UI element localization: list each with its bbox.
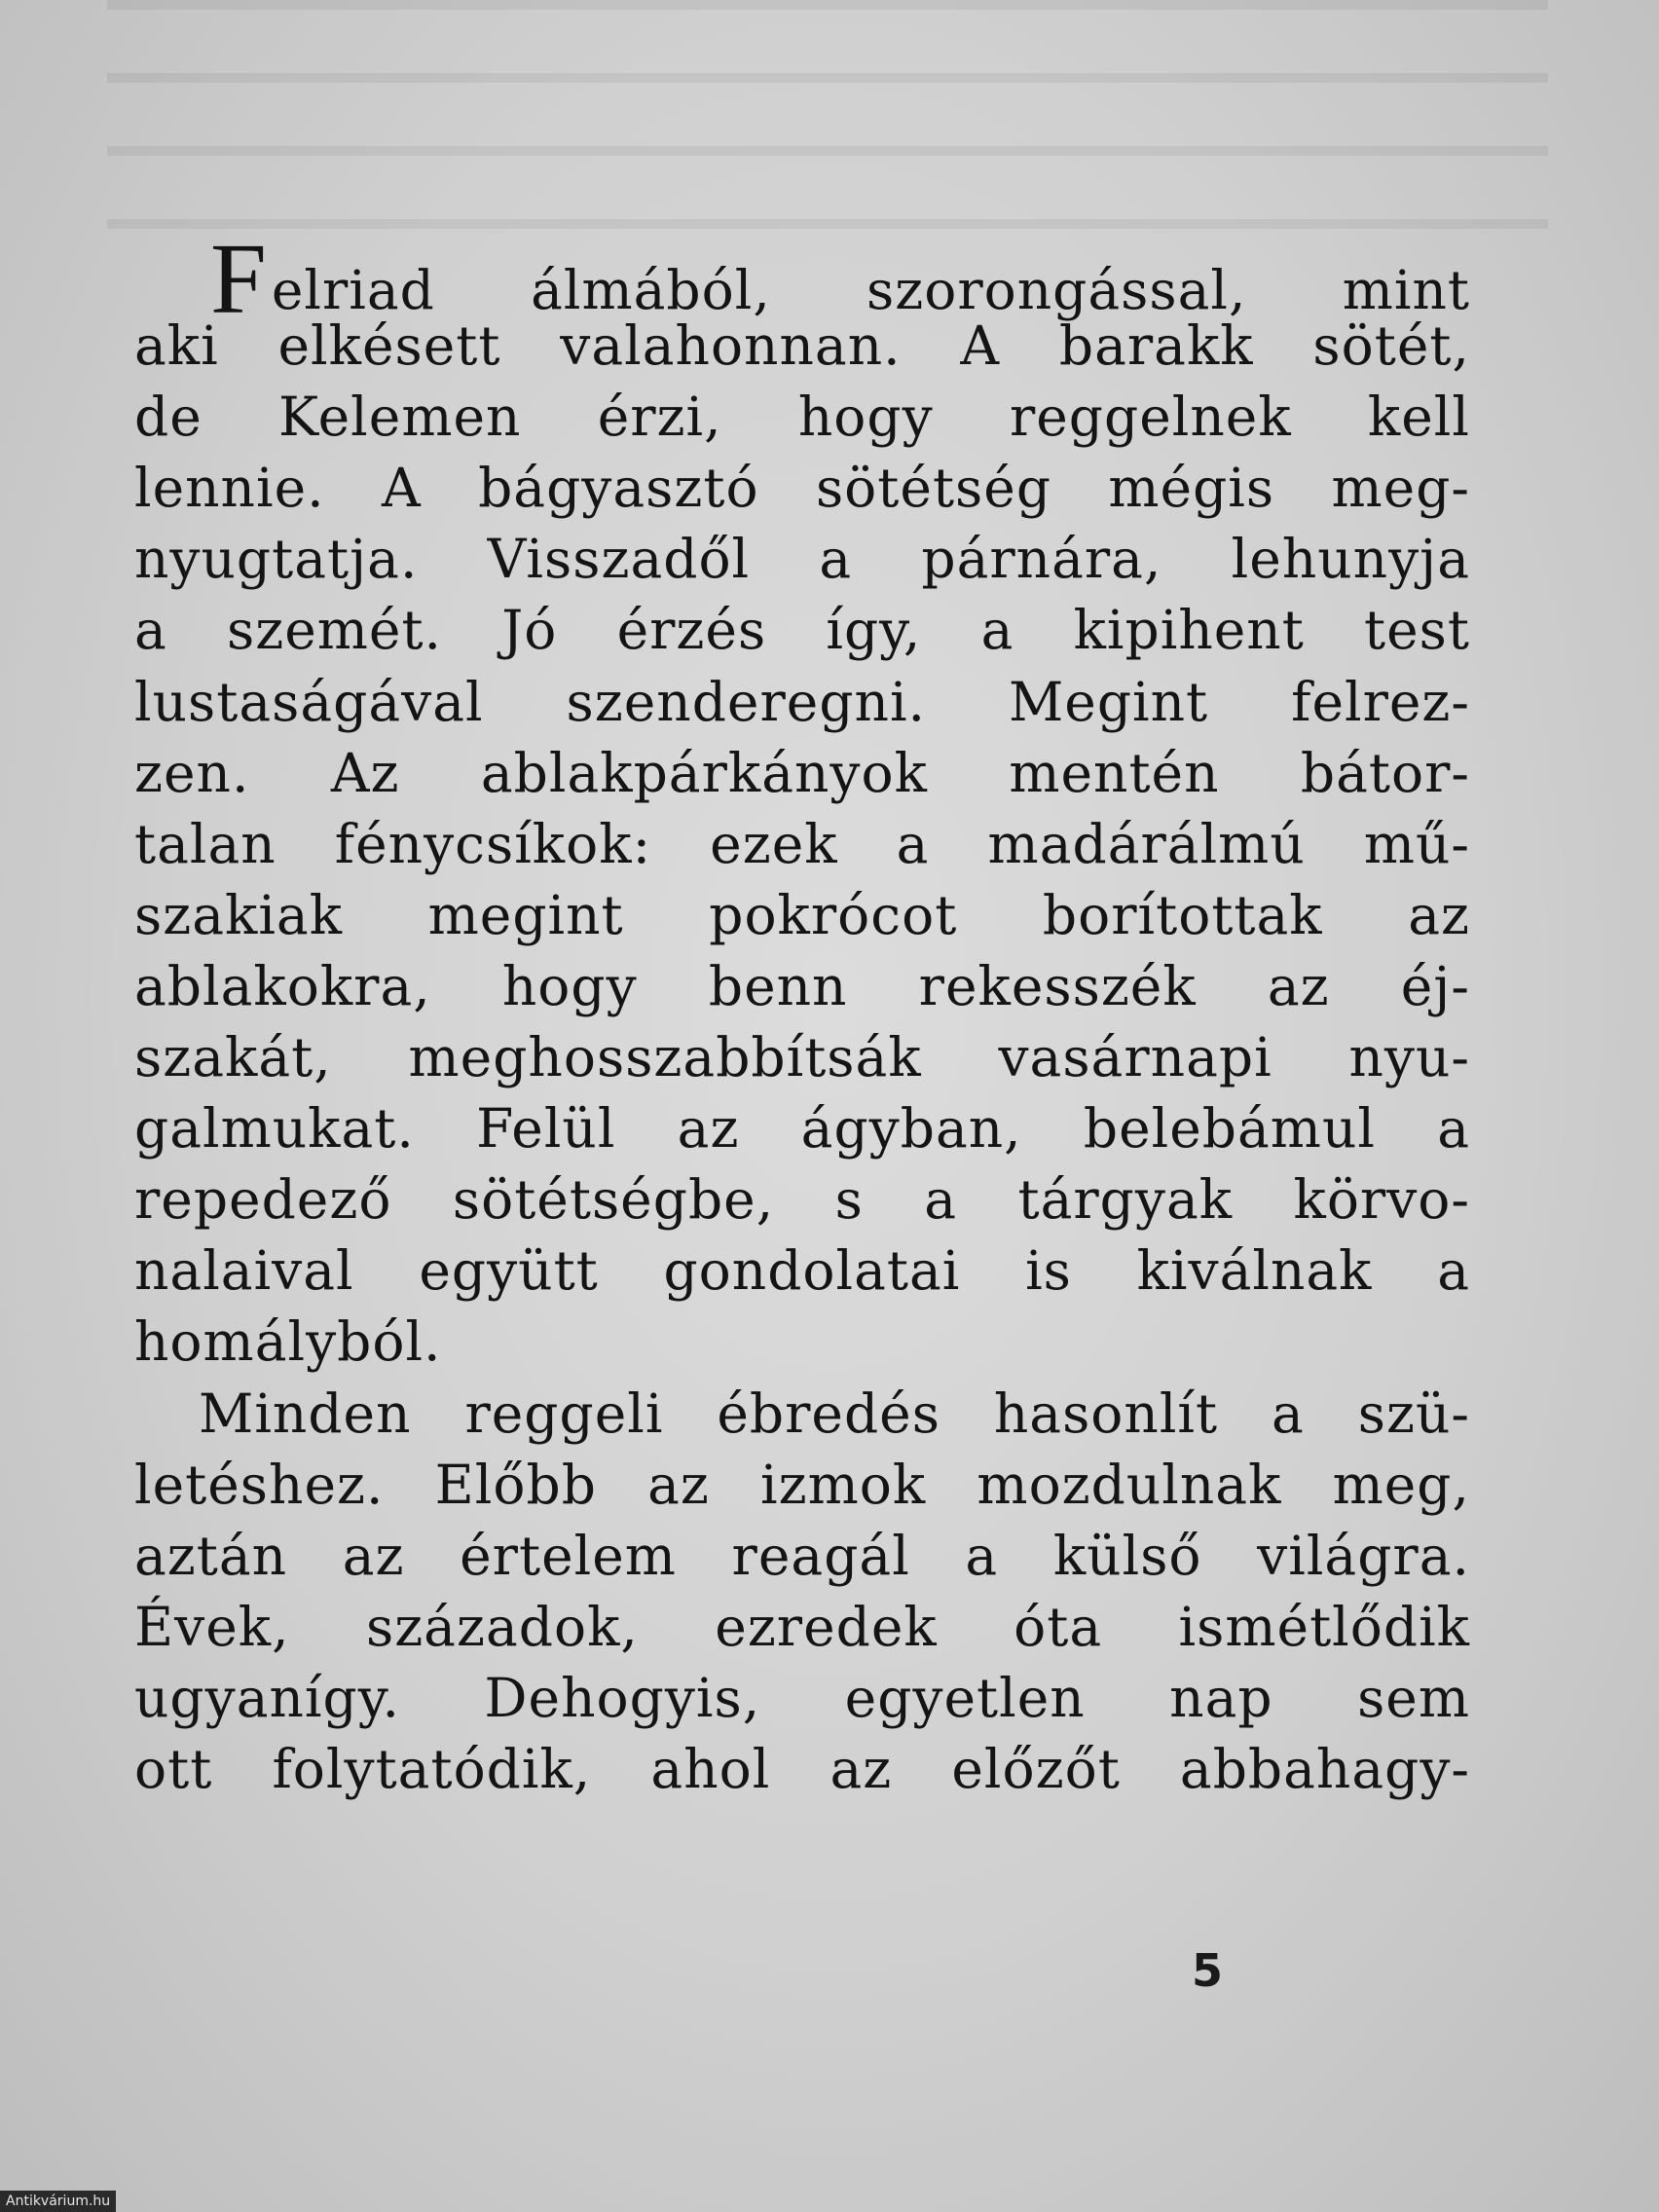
text-line: aztán az értelem reagál a külső világra. — [134, 1524, 1470, 1587]
text-line: lustaságával szenderegni. Megint felrez- — [134, 670, 1470, 733]
text-line: ablakokra, hogy benn rekesszék az éj- — [134, 954, 1470, 1017]
drop-cap: F — [210, 223, 268, 335]
text-line: szakiak megint pokrócot borítottak az — [134, 883, 1470, 946]
text-line: aki elkésett valahonnan. A barakk sötét, — [134, 314, 1470, 378]
text-line: nyugtatja. Visszadől a párnára, lehunyja — [134, 528, 1470, 591]
show-through-text — [107, 0, 1548, 253]
body-text — [134, 223, 1470, 1805]
text-line: homályból. — [134, 1310, 442, 1374]
text-line: szakát, meghosszabbítsák vasárnapi nyu- — [134, 1026, 1470, 1089]
text-line: ugyanígy. Dehogyis, egyetlen nap sem — [134, 1666, 1470, 1729]
text-line: Évek, századok, ezredek óta ismétlődik — [134, 1595, 1470, 1658]
text-line: Minden reggeli ébredés hasonlít a szü- — [199, 1382, 1470, 1445]
text-line: zen. Az ablakpárkányok mentén bátor- — [134, 741, 1470, 804]
text-line: repedező sötétségbe, s a tárgyak körvo- — [134, 1168, 1470, 1232]
text-line: nalaival együtt gondolatai is kiválnak a — [134, 1239, 1470, 1303]
text-line: ott folytatódik, ahol az előzőt abbahagy- — [134, 1737, 1470, 1800]
text-line: a szemét. Jó érzés így, a kipihent test — [134, 599, 1470, 662]
page-number: 5 — [1192, 1944, 1224, 1997]
text-line: letéshez. Előbb az izmok mozdulnak meg, — [134, 1453, 1470, 1516]
text-line — [134, 223, 1470, 335]
text-line: galmukat. Felül az ágyban, belebámul a — [134, 1097, 1470, 1161]
text-line: lennie. A bágyasztó sötétség mégis meg- — [134, 457, 1470, 520]
watermark: Antikvárium.hu — [0, 2191, 116, 2212]
text-line: talan fénycsíkok: ezek a madárálmú mű- — [134, 812, 1470, 875]
text-line-content: elriad álmából, szorongással, mint — [271, 259, 1470, 321]
text-line: de Kelemen érzi, hogy reggelnek kell — [134, 386, 1470, 449]
